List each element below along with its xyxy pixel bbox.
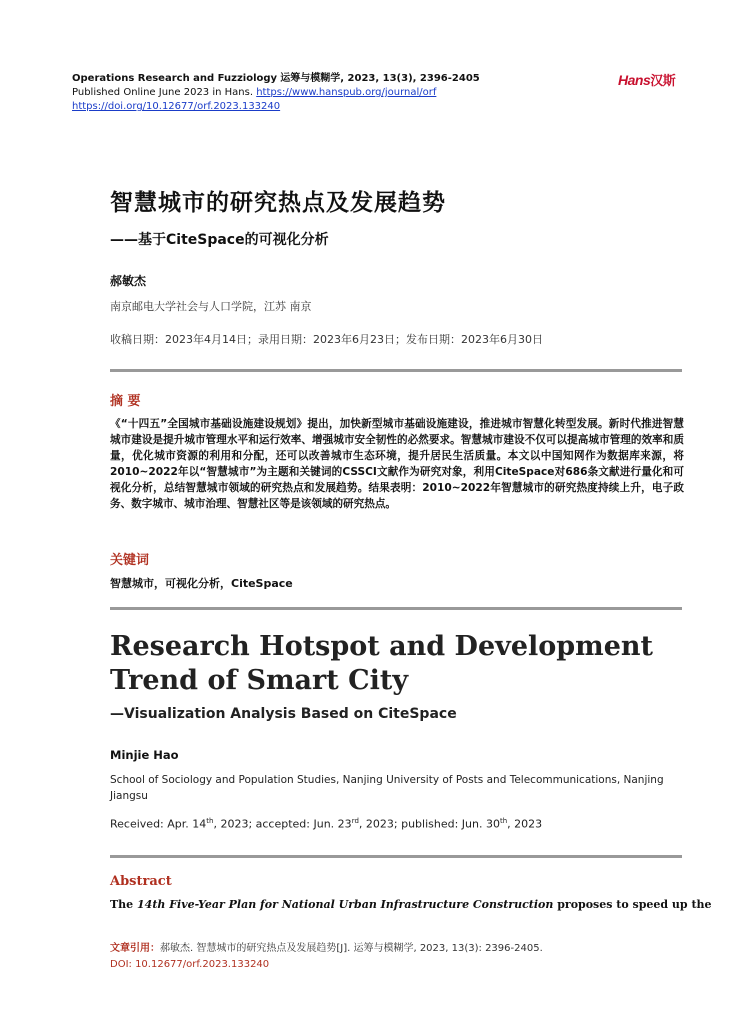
divider	[110, 607, 682, 610]
received-date: Received: Apr. 14	[110, 817, 207, 831]
journal-name: Operations Research and Fuzziology	[72, 73, 278, 84]
affiliation-en: School of Sociology and Population Studies, Nanjing University of Posts and Telecommunications, Nanjing Jiangsu	[110, 774, 664, 802]
abstract-en-italic: 14th Five-Year Plan for National Urban Infrastructure Construction	[137, 898, 554, 911]
keywords-heading-cn: 关键词	[110, 553, 150, 568]
published-sup: th	[499, 817, 508, 825]
citation-text: 郝敏杰. 智慧城市的研究热点及发展趋势[J]. 运筹与模糊学, 2023, 13(3): 2396-2405.	[160, 943, 543, 954]
journal-header	[72, 72, 480, 114]
paper-title-en: Research Hotspot and Development Trend of Smart City	[110, 631, 653, 696]
accepted-date: , 2023; accepted: Jun. 23	[213, 817, 352, 831]
citation-footer	[110, 941, 543, 973]
dates-en	[110, 817, 542, 831]
published-line: Published Online June 2023 in Hans.	[72, 87, 254, 98]
abstract-en-rest: proposes to speed up the	[553, 898, 712, 911]
abstract-heading-en: Abstract	[110, 874, 172, 889]
dates-cn: 收稿日期：2023年4月14日；录用日期：2023年6月23日；发布日期：2023年6月30日	[110, 333, 543, 346]
abstract-en	[110, 898, 712, 911]
abstract-cn: 《“十四五”全国城市基础设施建设规划》提出，加快新型城市基础设施建设，推进城市智慧化转型发展。新时代推进智慧城市建设是提升城市管理水平和运行效率、增强城市安全韧性的必然要求。智慧城市建设不仅可以提高城市管理的效率和质量，优化城市资源的利用和分配，还可以改善城市生态环境，提升居民生活质量。本文以中国知网作为数据库来源，将2010~2022年以“智慧城市”为主题和关键词的CSSCI文献作为研究对象，利用CiteSpace对686条文献进行量化和可视化分析，总结智慧城市领域的研究热点和发展趋势。结果表明：2010~2022年智慧城市的研究热度持续上升，电子政务、数字城市、城市治理、智慧社区等是该领域的研究热点。	[110, 418, 684, 510]
abstract-en-lead: The	[110, 898, 138, 911]
affiliation-cn: 南京邮电大学社会与人口学院，江苏 南京	[110, 300, 312, 313]
journal-link[interactable]: https://www.hanspub.org/journal/orf	[256, 87, 437, 98]
hans-logo	[618, 70, 675, 89]
logo-cn-text: 汉斯	[650, 74, 676, 89]
received-sup: th	[206, 817, 214, 825]
journal-cn-info: 运筹与模糊学, 2023, 13(3), 2396-2405	[280, 73, 480, 84]
doi-link[interactable]: https://doi.org/10.12677/orf.2023.133240	[72, 101, 281, 112]
abstract-heading-cn: 摘 要	[110, 394, 141, 409]
paper-title-cn: 智慧城市的研究热点及发展趋势	[110, 190, 446, 216]
paper-subtitle-cn: ——基于CiteSpace的可视化分析	[110, 232, 329, 248]
accepted-sup: rd	[351, 817, 359, 825]
logo-hans-text: Hans	[618, 72, 651, 88]
published-date: , 2023; published: Jun. 30	[358, 817, 500, 831]
keywords-cn: 智慧城市，可视化分析，CiteSpace	[110, 577, 293, 590]
citation-doi: DOI: 10.12677/orf.2023.133240	[110, 959, 270, 970]
author-en: Minjie Hao	[110, 748, 179, 762]
citation-label: 文章引用：	[110, 943, 160, 954]
divider	[110, 855, 682, 858]
author-cn: 郝敏杰	[110, 274, 147, 288]
divider	[110, 369, 682, 372]
paper-subtitle-en: —Visualization Analysis Based on CiteSpace	[110, 706, 457, 722]
dates-tail: , 2023	[507, 817, 543, 831]
